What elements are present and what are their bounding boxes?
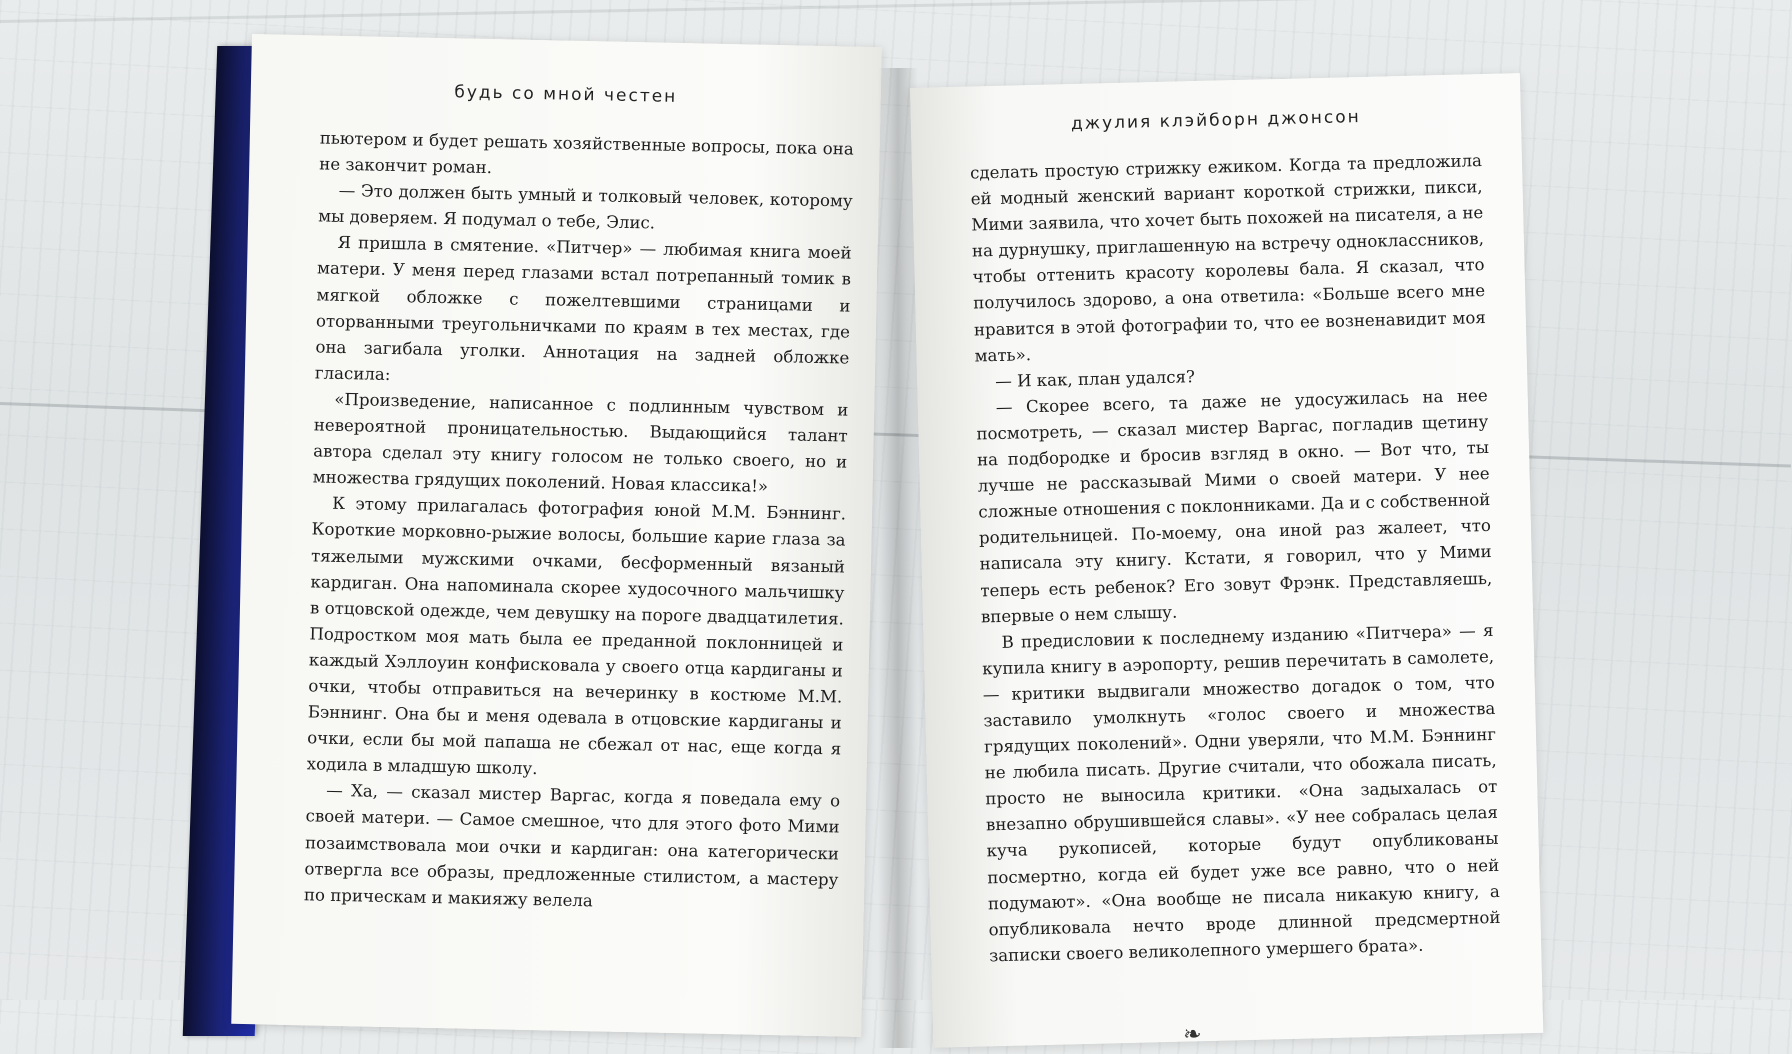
ornament-icon: ❧	[1182, 1022, 1202, 1048]
right-page-text	[970, 148, 1502, 969]
paragraph: — И как, план удался?	[994, 366, 1196, 391]
paragraph: «Произведение, написанное с подлинным чувством и невероятной проницательностью. Выдающийся талант автора сделал эту книгу голосом не только своего, но и множества грядущих поколений. Новая классика!»	[312, 389, 849, 497]
floor-plank-seam	[0, 0, 1792, 23]
right-page	[910, 73, 1543, 1048]
left-running-head: будь со мной честен	[454, 82, 678, 107]
paragraph: — Ха, — сказал мистер Варгас, когда я поведала ему о своей матери. — Самое смешное, что для этого фото Мими позаимствовала мои очки и кардиган: она категорически отвергла все образы, предложенные стилистом, а мастеру по прическам и макияжу велела	[303, 781, 841, 911]
paragraph: В предисловии к последнему изданию «Питчера» — я купила книгу в аэропорту, решив перечитать в самолете, — критики выдвигали множество догадок о том, что заставило умолкнуть «голос своего и множества грядущих поколений». Одни уверяли, что М.М. Бэннинг не любила писать. Другие считали, что обожала писать, просто не выносила критики. «Она задыхалась от внезапно обрушившейся славы». «У нее собралась целая куча рукописей, которые будут опубликованы посмертно, когда ей будет уже все равно, что о ней подумают». «Она вообще не писала никакую книгу, а опубликовала нечто вроде длинной предсмертной записки своего великолепного умершего брата».	[981, 620, 1501, 966]
paragraph: — Скорее всего, та даже не удосужилась на нее посмотреть, — сказал мистер Варгас, погладив щетину на подбородке и бросив взгляд в окно. — Вот что, ты лучше не рассказывай Мими о своей матери. У нее сложные отношения с поклонниками. Да и с собственной родительницей. По-моему, она иной раз жалеет, что написала эту книгу. Кстати, я говорил, что у Мими теперь есть ребенок? Его зовут Фрэнк. Представляешь, впервые о нем слышу.	[976, 385, 1493, 627]
paragraph: пьютером и будет решать хозяйственные вопросы, пока она не закончит роман.	[319, 128, 854, 178]
right-running-head: джулия клэйборн джонсон	[1070, 106, 1361, 135]
left-page-text	[304, 125, 854, 919]
paragraph: — Это должен быть умный и толковый человек, которому мы доверяем. Я подумал о тебе, Элис.	[317, 181, 853, 233]
paragraph: Я пришла в смятение. «Питчер» — любимая книга моей матери. У меня перед глазами встал потрепанный томик в мягкой обложке с пожелтевшими страницами и оторванными треугольничками по краям в тех местах, где она загибала уголки. Аннотация на задней обложке гласила:	[314, 233, 852, 384]
book-gutter	[878, 68, 918, 1048]
paragraph: К этому прилагалась фотография юной М.М. Бэннинг. Короткие морковно-рыжие волосы, большие карие глаза за тяжелыми мужскими очками, бесформенный вязаный кардиган. Она напоминала скорее худосочного мальчишку в отцовской одежде, чем девушку на пороге двадцатилетия. Подростком моя мать была ее преданной поклонницей и каждый Хэллоуин конфисковала у своего отца кардиганы и очки, чтобы отправиться на вечеринку в костюме М.М. Бэннинг. Она бы и меня одевала в отцовские кардиганы и очки, если бы мой папаша не сбежал от нас, еще когда я ходила в младшую школу.	[306, 494, 847, 779]
left-page	[231, 34, 882, 1037]
open-book	[190, 28, 1640, 1048]
paragraph: сделать простую стрижку ежиком. Когда та предложила ей модный женский вариант короткой стрижки, пикси, Мими заявила, что хочет быть похожей на писателя, а не на дурнушку, приглашенную на встречу одноклассников, чтобы оттенить красоту королевы бала. Я сказал, что получилось здорово, а она ответила: «Больше всего мне нравится в этой фотографии то, что ее возненавидит моя мать».	[969, 151, 1487, 366]
